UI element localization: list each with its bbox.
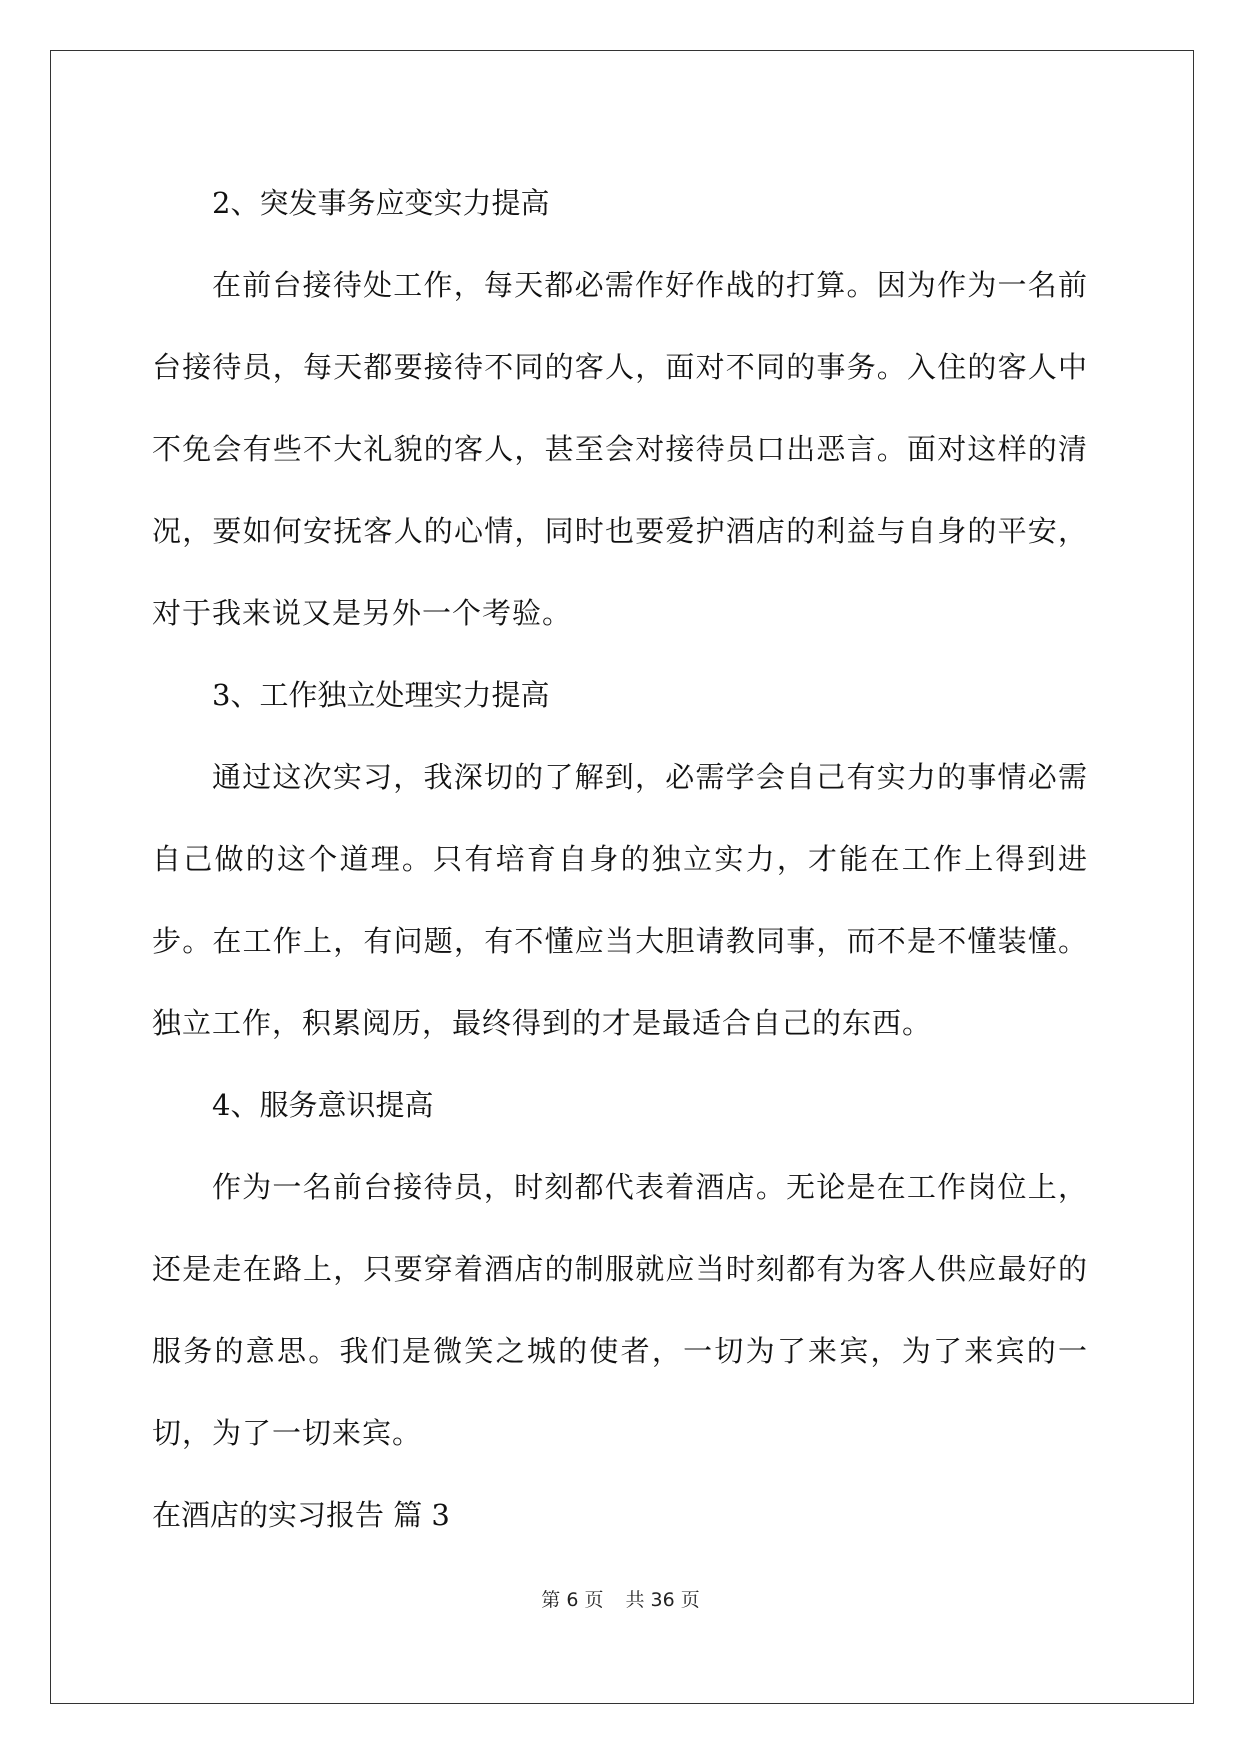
document-body [152, 162, 1088, 1556]
page-total: 共 36 页 [625, 1589, 700, 1611]
page-number: 第 6 页 [541, 1589, 604, 1611]
section-title: 在酒店的实习报告 篇 3 [152, 1498, 450, 1532]
page-footer [0, 1585, 1241, 1612]
heading-2: 2、突发事务应变实力提高 [212, 186, 550, 220]
paragraph-4: 作为一名前台接待员，时刻都代表着酒店。无论是在工作岗位上，还是走在路上，只要穿着酒店的制服就应当时刻都有为客人供应最好的服务的意思。我们是微笑之城的使者，一切为了来宾，为了来宾的一切，为了一切来宾。 [152, 1170, 1088, 1450]
paragraph-3: 通过这次实习，我深切的了解到，必需学会自己有实力的事情必需自己做的这个道理。只有培育自身的独立实力，才能在工作上得到进步。在工作上，有问题，有不懂应当大胆请教同事，而不是不懂装懂。独立工作，积累阅历，最终得到的才是最适合自己的东西。 [152, 760, 1088, 1040]
heading-3: 3、工作独立处理实力提高 [212, 678, 550, 712]
heading-4: 4、服务意识提高 [212, 1088, 434, 1122]
paragraph-2: 在前台接待处工作，每天都必需作好作战的打算。因为作为一名前台接待员，每天都要接待不同的客人，面对不同的事务。入住的客人中不免会有些不大礼貌的客人，甚至会对接待员口出恶言。面对这样的清况，要如何安抚客人的心情，同时也要爱护酒店的利益与自身的平安，对于我来说又是另外一个考验。 [152, 268, 1088, 630]
